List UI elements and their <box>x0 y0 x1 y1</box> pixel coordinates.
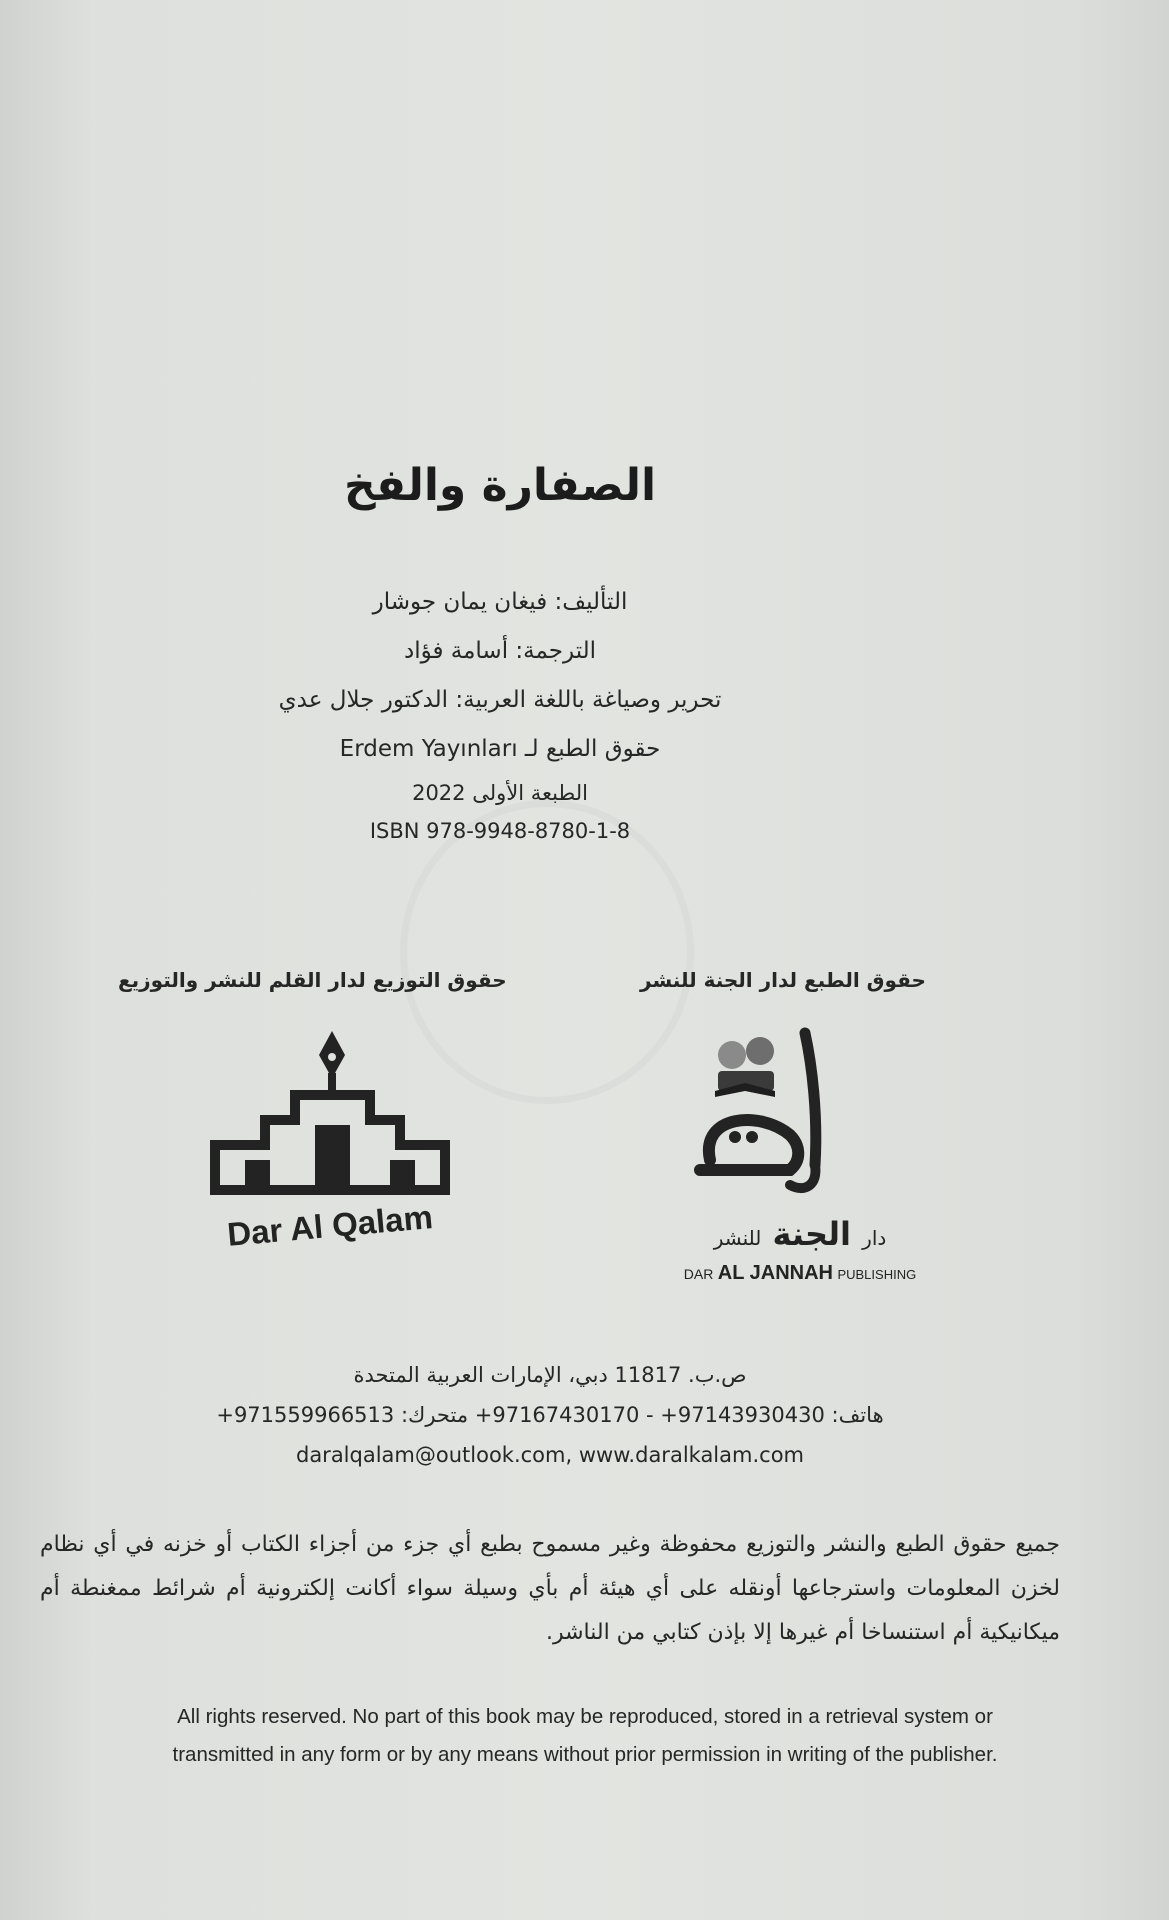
edition-line: الطبعة الأولى 2022 <box>412 781 588 805</box>
qalam-latin-wordmark: Dar Al Qalam <box>225 1198 435 1253</box>
jannah-nashr-word: للنشر <box>713 1226 762 1250</box>
book-title: الصفارة والفخ <box>343 460 657 511</box>
edition-block <box>220 774 780 850</box>
jannah-latin-dar: DAR <box>683 1266 714 1282</box>
editor-line: تحرير وصياغة باللغة العربية: الدكتور جلال عدي <box>278 687 722 713</box>
children-reading-icon <box>640 1025 960 1295</box>
jannah-dar-word: دار <box>862 1226 887 1250</box>
distribution-rights-label: حقوق التوزيع لدار القلم للنشر والتوزيع <box>118 968 507 992</box>
dar-al-qalam-logo <box>185 1025 475 1260</box>
jannah-latin-name: AL JANNAH <box>717 1262 833 1284</box>
jannah-latin-publishing: PUBLISHING <box>837 1267 917 1282</box>
contact-block <box>170 1355 930 1475</box>
jannah-name-word: الجنة <box>772 1215 852 1253</box>
author-line: التأليف: فيغان يمان جوشار <box>372 589 628 615</box>
address-line: ص.ب. 11817 دبي، الإمارات العربية المتحدة <box>353 1363 747 1387</box>
web-line: daralqalam@outlook.com, www.daralkalam.com <box>295 1443 804 1467</box>
translator-line: الترجمة: أسامة فؤاد <box>403 638 597 664</box>
arabic-copyright-notice: جميع حقوق الطبع والنشر والتوزيع محفوظة وغير مسموح بطبع أي جزء من أجزاء الكتاب أو خزنه في أي نظام لخزن المعلومات واسترجاعها أونقله على أي هيئة أم بأي وسيلة سواء أكانت إلكترونية أم شرائط ممغنطة أم ميكانيكية أم استنساخا أم غيرها إلا بإذن كتابي من الناشر. <box>40 1532 1060 1645</box>
print-rights-label: حقوق الطبع لدار الجنة للنشر <box>640 968 926 992</box>
dar-al-jannah-logo <box>640 1025 960 1295</box>
isbn-line: ISBN 978-9948-8780-1-8 <box>369 819 631 843</box>
pen-nib-icon <box>185 1025 475 1205</box>
original-rights-line: حقوق الطبع لـ Erdem Yayınları <box>339 736 661 762</box>
credits-block <box>220 578 780 850</box>
english-copyright-notice <box>55 1698 1115 1774</box>
english-notice-line-1: All rights reserved. No part of this book may be reproduced, stored in a retrieval system or <box>177 1705 993 1728</box>
phone-line: هاتف: 97143930430+ - 97167430170+ متحرك: 971559966513+ <box>216 1403 884 1427</box>
english-notice-line-2: transmitted in any form or by any means without prior permission in writing of the publisher. <box>172 1743 998 1766</box>
